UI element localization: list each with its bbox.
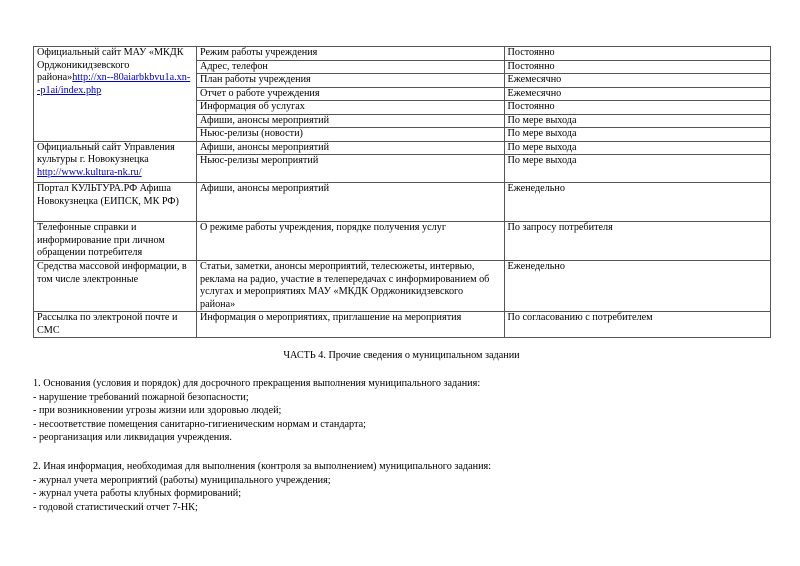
- list-item: - нарушение требований пожарной безопасности;: [33, 391, 249, 403]
- list-item: - журнал учета мероприятий (работы) муниципального учреждения;: [33, 474, 331, 486]
- content-cell: Афиши, анонсы мероприятий: [197, 114, 504, 128]
- source-cell: Рассылка по электроной почте и СМС: [34, 312, 197, 338]
- items-subtable: [197, 261, 770, 311]
- list-item: - при возникновении угрозы жизни или здоровью людей;: [33, 405, 282, 417]
- section-early-termination: [33, 377, 770, 445]
- list-item: [197, 155, 770, 183]
- source-text: Официальный сайт МАУ «МКДК Орджоникидзевского района»: [37, 47, 184, 83]
- frequency-cell: По согласованию с потребителем: [507, 312, 653, 323]
- table-row: [34, 261, 771, 312]
- list-item: [197, 261, 770, 311]
- section-other-info: [33, 460, 770, 514]
- table-row: [34, 312, 771, 338]
- list-item: [197, 222, 770, 260]
- source-link[interactable]: http://xn--80aiarbkbvu1a.xn--p1ai/index.php: [37, 72, 191, 96]
- content-cell: Афиши, анонсы мероприятий: [197, 183, 504, 221]
- list-item: - реорганизация или ликвидация учреждения.: [33, 432, 232, 444]
- table-row: [34, 47, 771, 142]
- items-subtable: [197, 47, 770, 141]
- content-cell: Отчет о работе учреждения: [197, 87, 504, 101]
- part-title: ЧАСТЬ 4. Прочие сведения о муниципальном задании: [283, 350, 520, 361]
- table-row: [34, 183, 771, 222]
- document-page: [33, 46, 770, 514]
- list-item: [197, 87, 770, 101]
- frequency-cell: По мере выхода: [504, 128, 770, 141]
- list-item: [197, 142, 770, 155]
- items-cell: [197, 47, 771, 142]
- items-cell: [197, 312, 771, 338]
- items-cell: [197, 183, 771, 222]
- section-heading: 2. Иная информация, необходимая для выполнения (контроля за выполнением) муниципального задания:: [33, 460, 492, 472]
- source-cell: [34, 141, 197, 183]
- list-item: [197, 101, 770, 115]
- frequency-cell: Постоянно: [504, 60, 770, 74]
- frequency-cell: Еженедельно: [507, 261, 565, 272]
- list-item: [197, 312, 770, 337]
- frequency-cell: По мере выхода: [507, 141, 577, 153]
- content-cell: Афиши, анонсы мероприятий: [197, 142, 504, 155]
- list-item: - годовой статистический отчет 7-НК;: [33, 501, 198, 513]
- content-cell: Режим работы учреждения: [197, 47, 504, 60]
- frequency-cell: По мере выхода: [504, 155, 770, 183]
- frequency-cell: Постоянно: [504, 101, 770, 115]
- content-cell: Статьи, заметки, анонсы мероприятий, телесюжеты, интервью, реклама на радио, участие в телепередачах с информированием об услугах и мероприятиях МАУ «МКДК Орджоникидзевского района»: [197, 261, 504, 311]
- list-item: - несоответствие помещения санитарно-гигиеническим нормам и стандарта;: [33, 418, 366, 430]
- list-item: - журнал учета работы клубных формирований;: [33, 488, 242, 500]
- section-heading: 1. Основания (условия и порядок) для досрочного прекращения выполнения муниципального задания:: [33, 378, 481, 389]
- items-subtable: [197, 222, 770, 260]
- list-item: [197, 60, 770, 74]
- content-cell: План работы учреждения: [197, 74, 504, 88]
- source-cell: [34, 47, 197, 142]
- frequency-cell: По запросу потребителя: [507, 222, 613, 233]
- content-cell: Ньюс-релизы (новости): [197, 128, 504, 141]
- frequency-cell: Ежемесячно: [504, 87, 770, 101]
- source-cell: Телефонные справки и информирование при личном обращении потребителя: [34, 222, 197, 261]
- info-table: [33, 46, 771, 338]
- content-cell: О режиме работы учреждения, порядке получения услуг: [197, 222, 504, 260]
- frequency-cell: Постоянно: [507, 47, 555, 58]
- frequency-cell: Еженедельно: [507, 183, 565, 194]
- items-cell: [197, 261, 771, 312]
- list-item: [197, 74, 770, 88]
- items-subtable: [197, 183, 770, 221]
- content-cell: Адрес, телефон: [197, 60, 504, 74]
- source-cell: Средства массовой информации, в том числе электронные: [34, 261, 197, 312]
- list-item: [197, 128, 770, 141]
- source-text: Официальный сайт Управления культуры г. Новокузнецка: [37, 141, 175, 165]
- items-subtable: [197, 142, 770, 183]
- frequency-cell: По мере выхода: [504, 114, 770, 128]
- items-subtable: [197, 312, 770, 337]
- content-cell: Информация о мероприятиях, приглашение на мероприятия: [197, 312, 504, 337]
- source-link[interactable]: http://www.kultura-nk.ru/: [37, 166, 142, 178]
- content-cell: Ньюс-релизы мероприятий: [197, 155, 504, 183]
- list-item: [197, 47, 770, 60]
- content-cell: Информация об услугах: [197, 101, 504, 115]
- table-row: [34, 141, 771, 183]
- items-cell: [197, 141, 771, 183]
- list-item: [197, 183, 770, 221]
- frequency-cell: Ежемесячно: [504, 74, 770, 88]
- list-item: [197, 114, 770, 128]
- table-row: [34, 222, 771, 261]
- source-cell: Портал КУЛЬТУРА.РФ Афиша Новокузнецка (ЕИПСК, МК РФ): [34, 183, 197, 222]
- items-cell: [197, 222, 771, 261]
